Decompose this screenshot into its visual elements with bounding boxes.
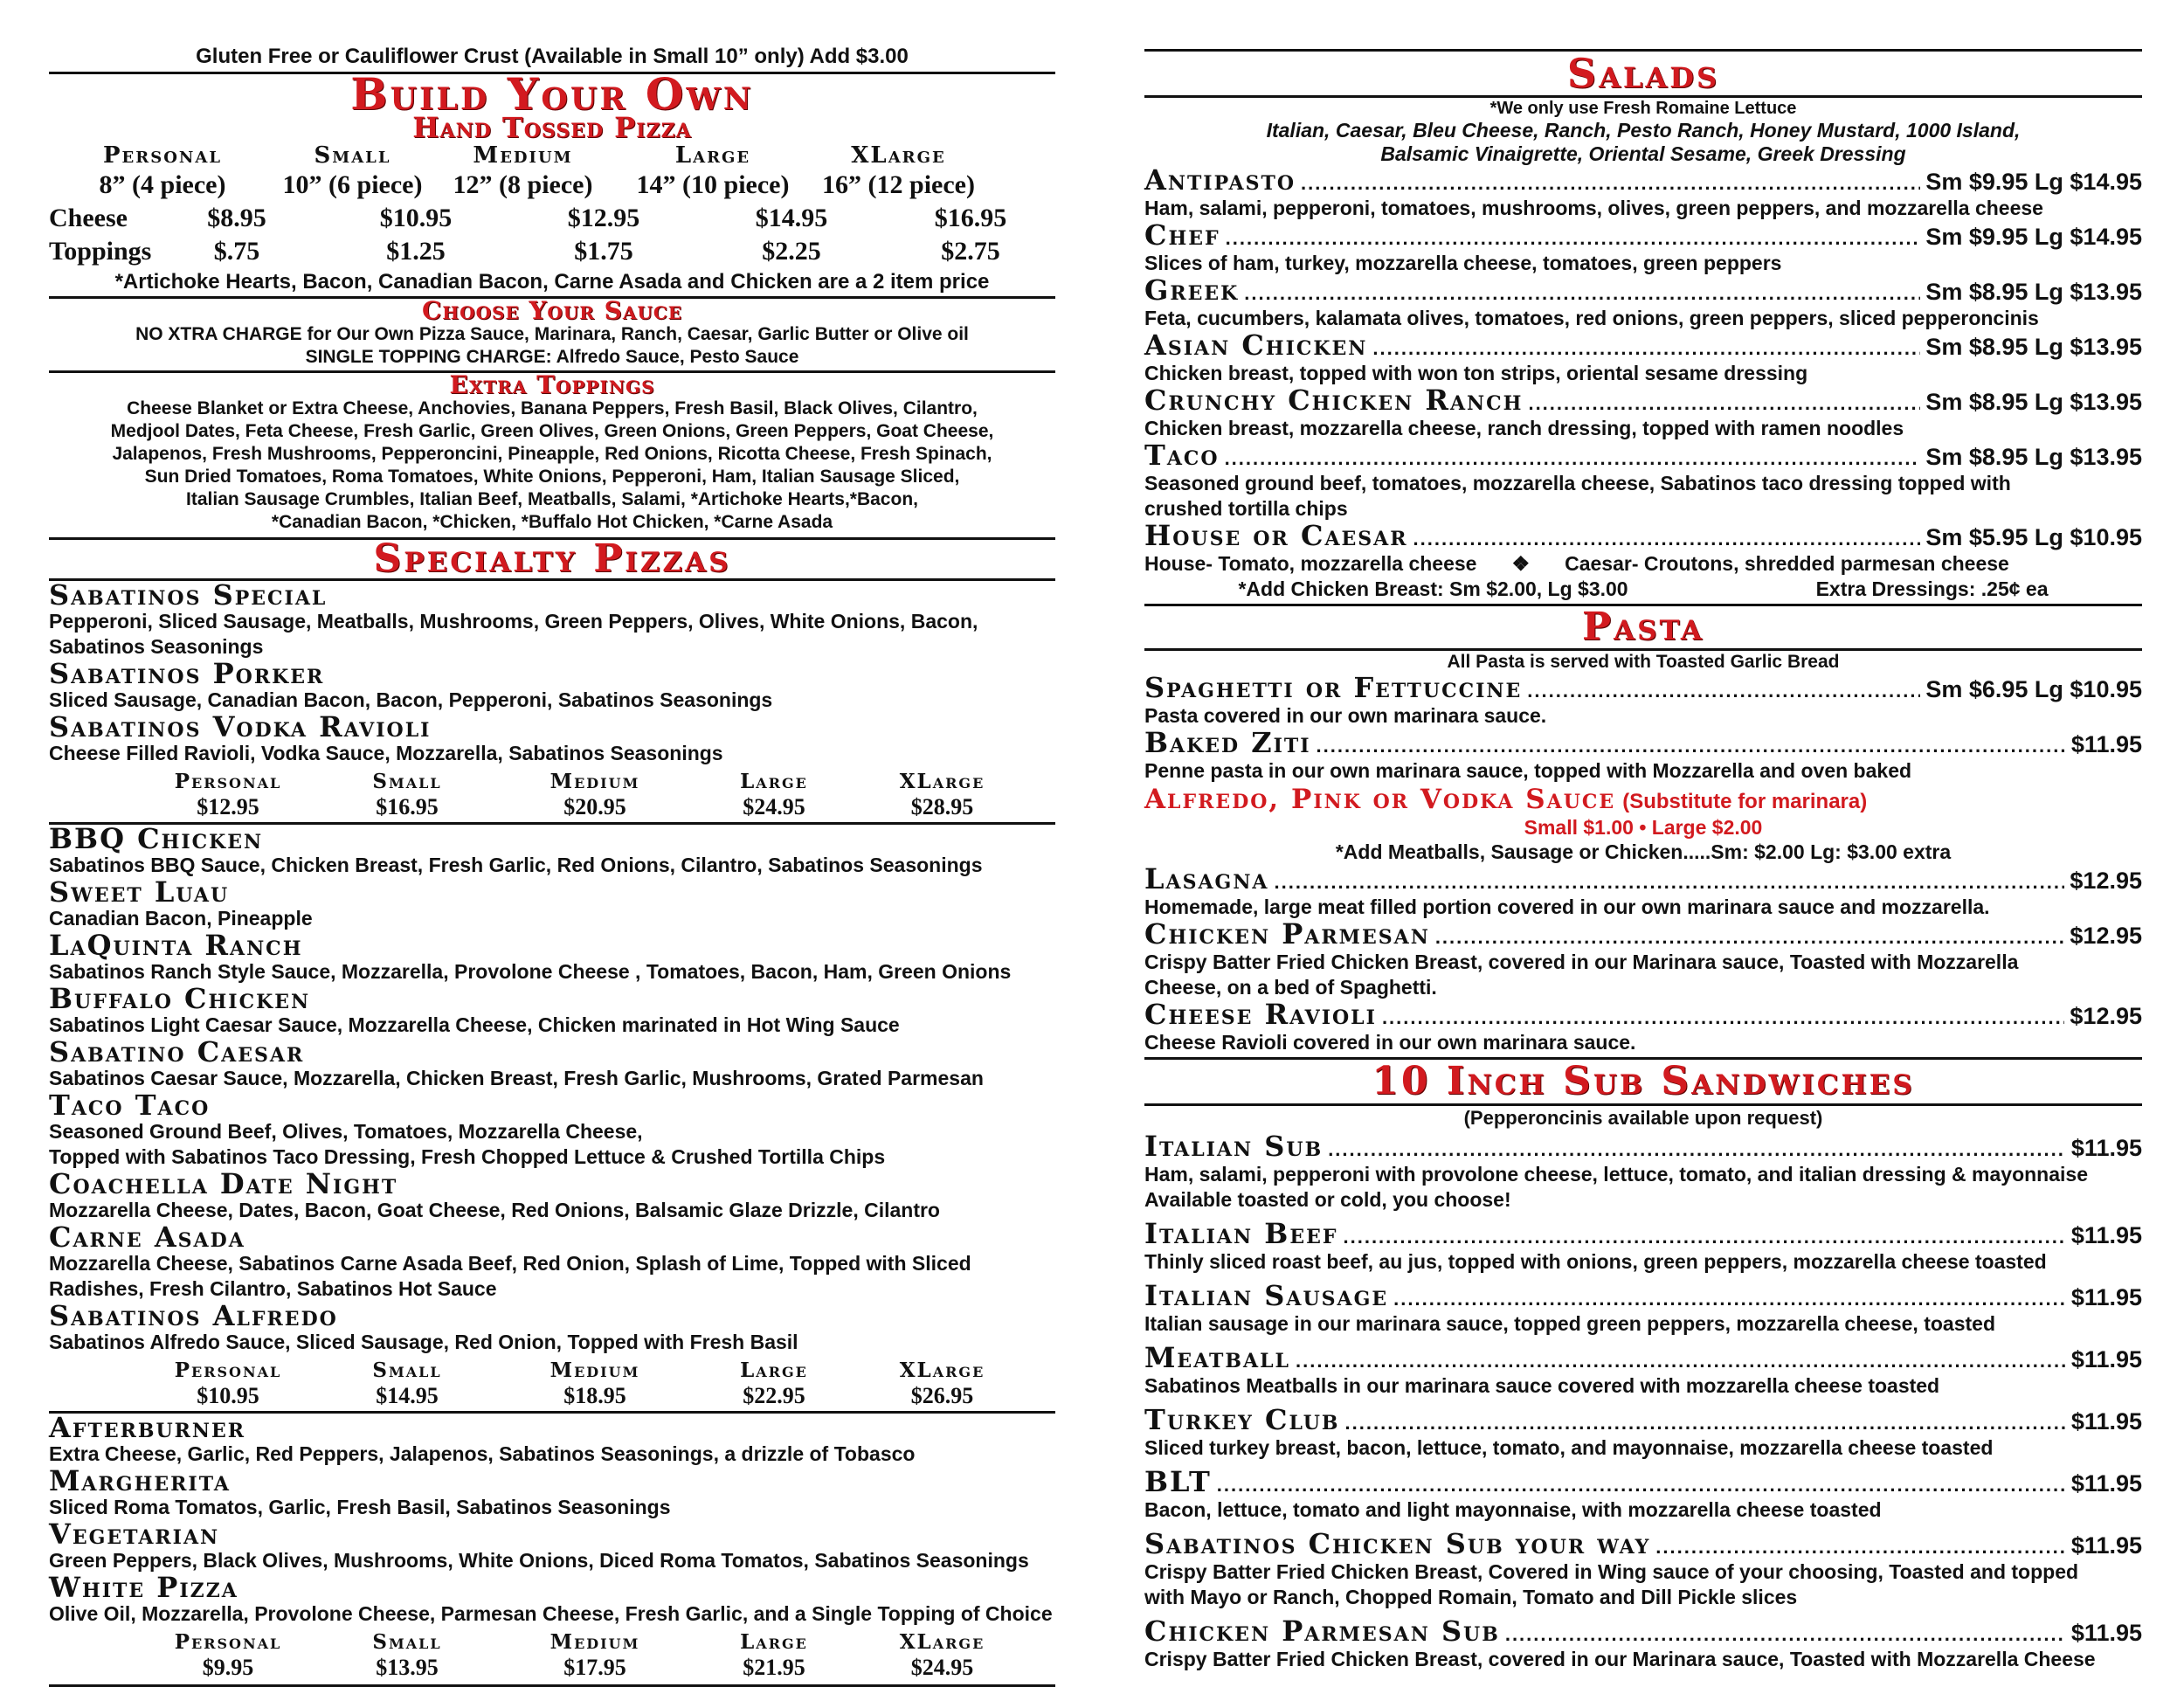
size-header: Medium (549, 1359, 640, 1382)
salads-title: Salads (1566, 50, 1720, 97)
size-inches-small: 10” (6 piece) (282, 170, 423, 199)
sub-name: Italian Sausage (1144, 1279, 1389, 1312)
sauce-line-1: NO XTRA CHARGE for Our Own Pizza Sauce, Marinara, Ranch, Caesar, Garlic Butter or Olive oil (135, 324, 969, 344)
diamond-icon: ❖ (1511, 552, 1531, 575)
price: $24.95 (743, 794, 805, 819)
size-inches-xlarge: 16” (12 piece) (822, 170, 975, 199)
dressings-line: Italian, Caesar, Bleu Cheese, Ranch, Pesto Ranch, Honey Mustard, 1000 Island, (1266, 119, 2021, 142)
pizza-name: Sweet Luau (49, 875, 230, 909)
salad-item (1144, 273, 2142, 307)
topping-price-xlarge: $2.75 (941, 237, 1000, 266)
price: $21.95 (743, 1655, 805, 1680)
salad-price: Sm $5.95 Lg $10.95 (1925, 524, 2142, 550)
pizza-desc: Seasoned Ground Beef, Olives, Tomatoes, Mozzarella Cheese, (49, 1120, 643, 1143)
leader-dots (1435, 926, 2065, 949)
leader-dots (1505, 1623, 2066, 1646)
pizza-name: White Pizza (49, 1571, 238, 1604)
salad-name: Chef (1144, 218, 1220, 252)
salad-desc: Slices of ham, turkey, mozzarella cheese, tomatoes, green peppers (1144, 252, 1782, 274)
sub-item (1144, 1403, 2142, 1436)
subs-list (1144, 1132, 2142, 1672)
pizza-desc: Sabatinos Ranch Style Sauce, Mozzarella, Provolone Cheese , Tomatoes, Bacon, Ham, Green Onions (49, 960, 1012, 983)
salad-name: Asian Chicken (1144, 328, 1368, 362)
alfredo-sub-note: (Substitute for marinara) (1622, 790, 1868, 813)
sub-price: $11.95 (2070, 1470, 2142, 1497)
topping-price-medium: $1.75 (574, 237, 633, 266)
size-header-large: Large (674, 142, 751, 169)
pizza-name: Carne Asada (49, 1220, 245, 1254)
pizza-name: Buffalo Chicken (49, 982, 311, 1015)
sub-price: $11.95 (2070, 1532, 2142, 1559)
price: $24.95 (910, 1655, 974, 1680)
pizza-desc: Radishes, Fresh Cilantro, Sabatinos Hot Sauce (49, 1277, 497, 1300)
pasta-list (1144, 671, 2142, 1055)
extra-toppings-line: Sun Dried Tomatoes, Roma Tomatoes, White Onions, Pepperoni, Ham, Italian Sausage Sliced, (144, 467, 960, 487)
salad-price: Sm $8.95 Lg $13.95 (1925, 389, 2142, 415)
leader-dots (1317, 735, 2066, 757)
size-header-small: Small (314, 142, 391, 169)
cheese-price-medium: $12.95 (567, 204, 640, 232)
pasta-name: Spaghetti or Fettuccine (1144, 671, 1523, 704)
house-caesar-desc (1144, 551, 2142, 577)
leader-dots (1345, 1412, 2066, 1435)
pasta-name: Baked Ziti (1144, 726, 1311, 759)
sub-item (1144, 1132, 2142, 1162)
price-table (49, 1630, 1055, 1681)
pizza-name: Sabatino Caesar (49, 1035, 305, 1068)
salad-desc: Seasoned ground beef, tomatoes, mozzarella cheese, Sabatinos taco dressing topped with (1144, 472, 2011, 494)
sub-price: $11.95 (2070, 1620, 2142, 1646)
salad-name: Taco (1144, 439, 1220, 472)
cheese-price-small: $10.95 (379, 204, 453, 232)
sub-name: Turkey Club (1144, 1403, 1340, 1436)
byo-price-table (49, 202, 1055, 268)
sub-name: Meatball (1144, 1341, 1291, 1374)
pizza-desc: Green Peppers, Black Olives, Mushrooms, White Onions, Diced Roma Tomatos, Sabatinos Seasonings (49, 1549, 1029, 1572)
pizza-name: Sabatinos Vodka Ravioli (49, 710, 432, 743)
salad-desc: Chicken breast, mozzarella cheese, ranch dressing, topped with ramen noodles (1144, 417, 1904, 439)
pizza-name: Margherita (49, 1464, 231, 1497)
pizza-name: Sabatinos Alfredo (49, 1299, 338, 1332)
pasta-name: Chicken Parmesan (1144, 917, 1430, 951)
hand-tossed-subtitle: Hand Tossed Pizza (412, 111, 692, 144)
pizza-desc: Olive Oil, Mozzarella, Provolone Cheese, Parmesan Cheese, Fresh Garlic, and a Single Topping of Choice (49, 1602, 1053, 1625)
pasta-name: Lasagna (1144, 862, 1269, 895)
subs-title: 10 Inch Sub Sandwiches (1372, 1059, 1915, 1103)
sub-item (1144, 1217, 2142, 1250)
sub-item (1144, 1614, 2142, 1648)
salad-item (1144, 328, 2142, 362)
salad-extras (1144, 577, 2142, 602)
pasta-item (1144, 862, 2142, 895)
price: $10.95 (197, 1383, 259, 1408)
sub-item (1144, 1341, 2142, 1374)
sub-desc: Ham, salami, pepperoni with provolone cheese, lettuce, tomato, and italian dressing & mayonnaise (1144, 1163, 2088, 1186)
salad-desc: crushed tortilla chips (1144, 497, 1348, 520)
pizza-name: Afterburner (49, 1411, 246, 1444)
price: $12.95 (197, 794, 259, 819)
sub-item (1144, 1465, 2142, 1498)
salad-price: Sm $8.95 Lg $13.95 (1925, 334, 2142, 360)
extra-toppings-line: Jalapenos, Fresh Mushrooms, Pepperoncini, Pineapple, Red Onions, Ricotta Cheese, Fresh Spinach, (112, 444, 992, 464)
pasta-note: All Pasta is served with Toasted Garlic Bread (1447, 652, 1840, 672)
cheese-label: Cheese (49, 204, 128, 232)
extra-dressings-note: Extra Dressings: .25¢ ea (1815, 577, 2049, 600)
salad-desc: Feta, cucumbers, kalamata olives, tomatoes, red onions, green peppers, sliced pepperoncinis (1144, 307, 2039, 329)
salad-name: Greek (1144, 273, 1240, 307)
cheese-price-large: $14.95 (755, 204, 828, 232)
caesar-desc: Caesar- Croutons, shredded parmesan cheese (1565, 552, 2009, 575)
leader-dots (1225, 447, 1921, 470)
price: $26.95 (910, 1383, 974, 1408)
sub-desc: Crispy Batter Fried Chicken Breast, covered in our Marinara sauce, Toasted with Mozzarella Cheese (1144, 1648, 2096, 1670)
size-header: Personal (174, 1630, 282, 1654)
pasta-item (1144, 671, 2142, 704)
add-meat-note: *Add Meatballs, Sausage or Chicken.....Sm: $2.00 Lg: $3.00 extra (1335, 840, 1952, 863)
alfredo-prices: Small $1.00 • Large $2.00 (1524, 816, 1763, 839)
size-header: XLarge (899, 1359, 985, 1382)
toppings-label: Toppings (49, 237, 152, 266)
pizza-desc: Sabatinos BBQ Sauce, Chicken Breast, Fresh Garlic, Red Onions, Cilantro, Sabatinos Seasonings (49, 854, 983, 876)
specialty-group-3 (49, 1411, 1055, 1681)
topping-price-personal: $.75 (213, 237, 260, 266)
price: $9.95 (202, 1655, 254, 1680)
pizza-desc: Sabatinos Alfredo Sauce, Sliced Sausage, Red Onion, Topped with Fresh Basil (49, 1331, 798, 1353)
subs-note: (Pepperoncinis available upon request) (1463, 1107, 1823, 1129)
pizza-name: Sabatinos Special (49, 578, 328, 612)
sub-name: Chicken Parmesan Sub (1144, 1614, 1500, 1648)
leader-dots (1328, 1138, 2066, 1161)
choose-sauce-title: Choose Your Sauce (421, 296, 683, 325)
size-header: Large (740, 1359, 808, 1382)
pizza-name: LaQuinta Ranch (49, 929, 303, 962)
topping-price-small: $1.25 (386, 237, 446, 266)
alfredo-sauce-name: Alfredo, Pink or Vodka Sauce (1144, 784, 1616, 815)
sub-name: Italian Sub (1144, 1130, 1324, 1163)
pasta-desc: Penne pasta in our own marinara sauce, topped with Mozzarella and oven baked (1144, 759, 1912, 782)
size-header-xlarge: XLarge (851, 142, 946, 169)
pizza-desc: Sabatinos Light Caesar Sauce, Mozzarella Cheese, Chicken marinated in Hot Wing Sauce (49, 1013, 900, 1036)
extra-toppings-title: Extra Toppings (449, 370, 655, 399)
pasta-desc: Cheese, on a bed of Spaghetti. (1144, 976, 1437, 999)
sub-price: $11.95 (2070, 1408, 2142, 1435)
sub-desc: Thinly sliced roast beef, au jus, topped with onions, green peppers, mozzarella cheese toasted (1144, 1250, 2047, 1273)
size-header: Personal (174, 770, 282, 793)
byo-size-table (49, 142, 1055, 202)
size-header: Personal (174, 1359, 282, 1382)
sub-price: $11.95 (2070, 1135, 2142, 1161)
size-header: Medium (549, 1630, 640, 1654)
pasta-desc: Crispy Batter Fried Chicken Breast, covered in our Marinara sauce, Toasted with Mozzarella (1144, 951, 2019, 973)
pasta-item (1144, 726, 2142, 759)
pasta-price: $12.95 (2070, 923, 2142, 949)
cheese-price-xlarge: $16.95 (934, 204, 1007, 232)
price: $13.95 (376, 1655, 439, 1680)
build-your-own-title: Build Your Own (350, 68, 754, 120)
pasta-item (1144, 1000, 2142, 1030)
pizza-desc: Mozzarella Cheese, Sabatinos Carne Asada Beef, Red Onion, Splash of Lime, Topped with Sliced (49, 1252, 971, 1275)
salad-item (1144, 386, 2142, 416)
romaine-note: *We only use Fresh Romaine Lettuce (1489, 99, 1797, 118)
pizza-desc: Canadian Bacon, Pineapple (49, 907, 313, 930)
size-header: Small (372, 770, 442, 793)
leader-dots (1382, 1006, 2064, 1029)
sub-desc: Available toasted or cold, you choose! (1144, 1188, 1511, 1211)
size-header: Large (740, 1630, 808, 1654)
two-item-note: *Artichoke Hearts, Bacon, Canadian Bacon, Carne Asada and Chicken are a 2 item price (114, 270, 990, 294)
extra-toppings-line: *Canadian Bacon, *Chicken, *Buffalo Hot Chicken, *Carne Asada (271, 512, 833, 532)
salad-item (1144, 163, 2142, 197)
pizza-desc: Sliced Sausage, Canadian Bacon, Bacon, Pepperoni, Sabatinos Seasonings (49, 688, 773, 711)
sub-desc: Bacon, lettuce, tomato and light mayonnaise, with mozzarella cheese toasted (1144, 1498, 1882, 1521)
price: $17.95 (563, 1655, 626, 1680)
pizza-desc: Topped with Sabatinos Taco Dressing, Fresh Chopped Lettuce & Crushed Tortilla Chips (49, 1145, 886, 1168)
salad-item (1144, 218, 2142, 252)
size-header: Small (372, 1630, 442, 1654)
salad-price: Sm $9.95 Lg $14.95 (1925, 224, 2142, 250)
salad-name: Crunchy Chicken Ranch (1144, 384, 1524, 417)
specialty-group-1 (49, 578, 1055, 820)
dressings-line: Balsamic Vinaigrette, Oriental Sesame, Greek Dressing (1380, 142, 1906, 165)
pizza-name: Vegetarian (49, 1518, 220, 1551)
gluten-free-note: Gluten Free or Cauliflower Crust (Available in Small 10” only) Add $3.00 (196, 45, 909, 68)
size-inches-large: 14” (10 piece) (636, 170, 790, 199)
sub-desc: Italian sausage in our marinara sauce, topped green peppers, mozzarella cheese, toasted (1144, 1312, 1996, 1335)
alfredo-sauce-option (1144, 784, 2142, 815)
sub-desc: Crispy Batter Fried Chicken Breast, Covered in Wing sauce of your choosing, Toasted and topped (1144, 1560, 2079, 1583)
pasta-price: Sm $6.95 Lg $10.95 (1925, 676, 2142, 702)
add-chicken-note: *Add Chicken Breast: Sm $2.00, Lg $3.00 (1238, 577, 1628, 600)
pasta-desc: Homemade, large meat filled portion covered in our own marinara sauce and mozzarella. (1144, 895, 1990, 918)
salad-list (1144, 163, 2142, 602)
leader-dots (1226, 227, 1921, 250)
salad-price: Sm $9.95 Lg $14.95 (1925, 169, 2142, 195)
salad-name: House or Caesar (1144, 519, 1408, 552)
leader-dots (1244, 282, 1920, 305)
leader-dots (1344, 1226, 2066, 1248)
leader-dots (1528, 392, 1920, 415)
pasta-title: Pasta (1582, 605, 1704, 649)
size-inches-personal: 8” (4 piece) (99, 170, 226, 199)
leader-dots (1393, 1288, 2066, 1310)
sub-name: Italian Beef (1144, 1217, 1338, 1250)
pasta-price: $11.95 (2070, 731, 2142, 757)
size-header-medium: Medium (473, 142, 573, 169)
sub-desc: with Mayo or Ranch, Chopped Romain, Tomato and Dill Pickle slices (1144, 1586, 1798, 1608)
price: $16.95 (376, 794, 439, 819)
pizza-name: BBQ Chicken (49, 822, 264, 855)
leader-dots (1275, 871, 2065, 894)
leader-dots (1527, 680, 1920, 702)
leader-dots (1413, 528, 1921, 550)
sub-price: $11.95 (2070, 1284, 2142, 1310)
pizza-name: Coachella Date Night (49, 1167, 398, 1200)
sub-desc: Sliced turkey breast, bacon, lettuce, tomato, and mayonnaise, mozzarella cheese toasted (1144, 1436, 1994, 1459)
pasta-price: $12.95 (2070, 868, 2142, 894)
size-header: Large (740, 770, 808, 793)
extra-toppings-line: Cheese Blanket or Extra Cheese, Anchovies, Banana Peppers, Fresh Basil, Black Olives, Cilantro, (127, 398, 978, 418)
salad-desc: Ham, salami, pepperoni, tomatoes, mushrooms, olives, green peppers, and mozzarella cheese (1144, 197, 2043, 219)
pizza-desc: Sabatinos Seasonings (49, 635, 264, 658)
price: $28.95 (910, 794, 974, 819)
salad-desc: Chicken breast, topped with won ton strips, oriental sesame dressing (1144, 362, 1808, 384)
salad-name: Antipasto (1144, 163, 1296, 197)
salad-price: Sm $8.95 Lg $13.95 (1925, 279, 2142, 305)
size-inches-medium: 12” (8 piece) (453, 170, 593, 199)
sub-item (1144, 1279, 2142, 1312)
pasta-price: $12.95 (2070, 1003, 2142, 1029)
sub-name: Sabatinos Chicken Sub your way (1144, 1527, 1651, 1560)
pasta-desc: Cheese Ravioli covered in our own marinara sauce. (1144, 1031, 1636, 1054)
pizza-desc: Extra Cheese, Garlic, Red Peppers, Jalapenos, Sabatinos Seasonings, a drizzle of Tobasco (49, 1442, 916, 1465)
pasta-desc: Pasta covered in our own marinara sauce. (1144, 704, 1547, 727)
size-header-personal: Personal (103, 142, 222, 169)
size-header: XLarge (899, 770, 985, 793)
size-header: XLarge (899, 1630, 985, 1654)
price: $22.95 (743, 1383, 805, 1408)
pizza-desc: Mozzarella Cheese, Dates, Bacon, Goat Cheese, Red Onions, Balsamic Glaze Drizzle, Cilantro (49, 1199, 940, 1221)
price: $18.95 (563, 1383, 626, 1408)
leader-dots (1217, 1474, 2066, 1497)
pizza-name: Sabatinos Porker (49, 657, 325, 690)
sub-name: BLT (1144, 1465, 1212, 1498)
pasta-item (1144, 917, 2142, 951)
price-table (49, 770, 1055, 820)
leader-dots (1372, 337, 1920, 360)
salad-item (1144, 519, 2142, 552)
size-header: Small (372, 1359, 442, 1382)
pizza-column (49, 45, 1055, 1687)
cheese-price-personal: $8.95 (207, 204, 266, 232)
pizza-name: Taco Taco (49, 1089, 211, 1122)
salads-pasta-subs-column (1144, 49, 2142, 1672)
sub-desc: Sabatinos Meatballs in our marinara sauce covered with mozzarella cheese toasted (1144, 1374, 1940, 1397)
leader-dots (1301, 172, 1920, 195)
salad-price: Sm $8.95 Lg $13.95 (1925, 444, 2142, 470)
sauce-line-2: SINGLE TOPPING CHARGE: Alfredo Sauce, Pesto Sauce (305, 347, 799, 367)
leader-dots (1296, 1350, 2066, 1372)
sub-item (1144, 1527, 2142, 1560)
sub-price: $11.95 (2070, 1222, 2142, 1248)
sub-price: $11.95 (2070, 1346, 2142, 1372)
price: $20.95 (563, 794, 626, 819)
house-desc: House- Tomato, mozzarella cheese (1144, 552, 1477, 575)
salad-item (1144, 441, 2142, 471)
pizza-desc: Pepperoni, Sliced Sausage, Meatballs, Mushrooms, Green Peppers, Olives, White Onions, Bacon, (49, 610, 978, 633)
pizza-desc: Sabatinos Caesar Sauce, Mozzarella, Chicken Breast, Fresh Garlic, Mushrooms, Grated Parmesan (49, 1067, 984, 1089)
extra-toppings-line: Medjool Dates, Feta Cheese, Fresh Garlic, Green Olives, Green Onions, Green Peppers, Goat Cheese, (110, 421, 994, 441)
pasta-name: Cheese Ravioli (1144, 998, 1377, 1031)
price-table (49, 1359, 1055, 1409)
pizza-desc: Sliced Roma Tomatos, Garlic, Fresh Basil, Sabatinos Seasonings (49, 1496, 671, 1518)
price: $14.95 (376, 1383, 439, 1408)
specialty-pizzas-title: Specialty Pizzas (373, 536, 731, 581)
pizza-desc: Cheese Filled Ravioli, Vodka Sauce, Mozzarella, Sabatinos Seasonings (49, 742, 723, 764)
size-header: Medium (549, 770, 640, 793)
topping-price-large: $2.25 (762, 237, 821, 266)
extra-toppings-line: Italian Sausage Crumbles, Italian Beef, Meatballs, Salami, *Artichoke Hearts,*Bacon, (186, 489, 918, 509)
leader-dots (1655, 1536, 2066, 1559)
specialty-group-2 (49, 822, 1055, 1409)
